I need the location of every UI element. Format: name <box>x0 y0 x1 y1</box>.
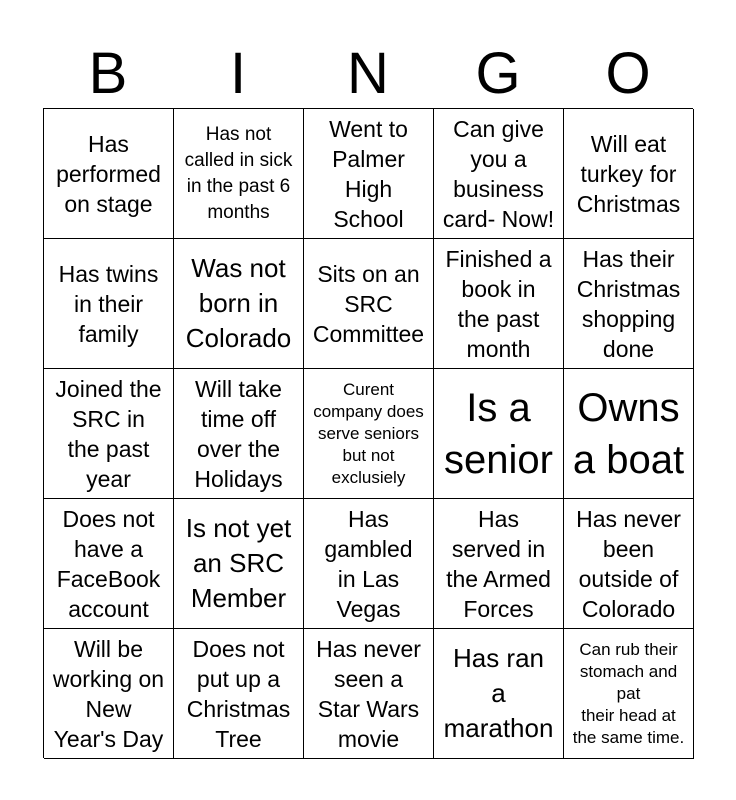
bingo-card <box>43 108 693 758</box>
bingo-cell-3-1[interactable] <box>44 369 174 499</box>
bingo-cell-4-4[interactable] <box>434 499 564 629</box>
bingo-cell-2-1[interactable] <box>44 239 174 369</box>
bingo-cell-text: Owns a boat <box>572 385 685 482</box>
bingo-cell-text: Has ran a marathon <box>443 643 554 743</box>
bingo-cell-text: Went to Palmer High School <box>329 115 408 232</box>
bingo-cell-5-4[interactable] <box>434 629 564 759</box>
bingo-cell-2-5[interactable] <box>564 239 694 369</box>
bingo-cell-text: Sits on an SRC Committee <box>312 260 425 347</box>
bingo-cell-1-3[interactable] <box>304 109 434 239</box>
bingo-cell-4-1[interactable] <box>44 499 174 629</box>
bingo-cell-text: Has never seen a Star Wars movie <box>316 635 421 752</box>
bingo-cell-text: Can rub their stomach and pat their head at the same time. <box>572 639 685 747</box>
bingo-cell-5-3[interactable] <box>304 629 434 759</box>
title-letter-n: N <box>347 41 389 106</box>
bingo-cell-4-5[interactable] <box>564 499 694 629</box>
bingo-cell-4-3[interactable] <box>304 499 434 629</box>
bingo-cell-text: Finished a book in the past month <box>445 245 552 362</box>
bingo-cell-2-2[interactable] <box>174 239 304 369</box>
title-letter-g: G <box>475 41 521 106</box>
bingo-cell-4-2[interactable] <box>174 499 304 629</box>
bingo-cell-text: Curent company does serve seniors but not exclusiely <box>313 379 424 487</box>
title-letter-i: I <box>229 41 247 106</box>
bingo-cell-3-4[interactable] <box>434 369 564 499</box>
bingo-cell-text: Will be working on New Year's Day <box>52 635 165 752</box>
bingo-cell-text: Does not put up a Christmas Tree <box>186 635 291 752</box>
bingo-cell-3-3[interactable] <box>304 369 434 499</box>
bingo-cell-3-2[interactable] <box>174 369 304 499</box>
bingo-cell-text: Has twins in their family <box>58 260 159 347</box>
bingo-cell-text: Is a senior <box>444 385 553 482</box>
bingo-cell-1-1[interactable] <box>44 109 174 239</box>
bingo-cell-text: Does not have a FaceBook account <box>56 505 161 622</box>
bingo-cell-1-2[interactable] <box>174 109 304 239</box>
bingo-cell-text: Joined the SRC in the past year <box>55 375 162 492</box>
bingo-cell-text: Can give you a business card- Now! <box>442 115 555 232</box>
bingo-cell-text: Has never been outside of Colorado <box>576 505 681 622</box>
bingo-cell-text: Will eat turkey for Christmas <box>576 130 681 217</box>
bingo-title <box>43 40 693 108</box>
title-letter-b: B <box>88 41 128 106</box>
title-letter-o: O <box>605 41 651 106</box>
bingo-cell-5-5[interactable] <box>564 629 694 759</box>
bingo-cell-1-4[interactable] <box>434 109 564 239</box>
bingo-cell-text: Has performed on stage <box>56 130 161 217</box>
bingo-cell-text: Has gambled in Las Vegas <box>324 505 413 622</box>
bingo-cell-text: Has their Christmas shopping done <box>576 245 681 362</box>
bingo-cell-5-2[interactable] <box>174 629 304 759</box>
bingo-cell-text: Has served in the Armed Forces <box>446 505 551 622</box>
bingo-cell-2-4[interactable] <box>434 239 564 369</box>
bingo-cell-text: Has not called in sick in the past 6 months <box>184 123 293 223</box>
bingo-cell-3-5[interactable] <box>564 369 694 499</box>
bingo-cell-text: Will take time off over the Holidays <box>194 375 283 492</box>
bingo-cell-2-3[interactable] <box>304 239 434 369</box>
bingo-cell-text: Was not born in Colorado <box>185 253 292 353</box>
bingo-cell-text: Is not yet an SRC Member <box>185 513 292 613</box>
bingo-cell-1-5[interactable] <box>564 109 694 239</box>
bingo-cell-5-1[interactable] <box>44 629 174 759</box>
